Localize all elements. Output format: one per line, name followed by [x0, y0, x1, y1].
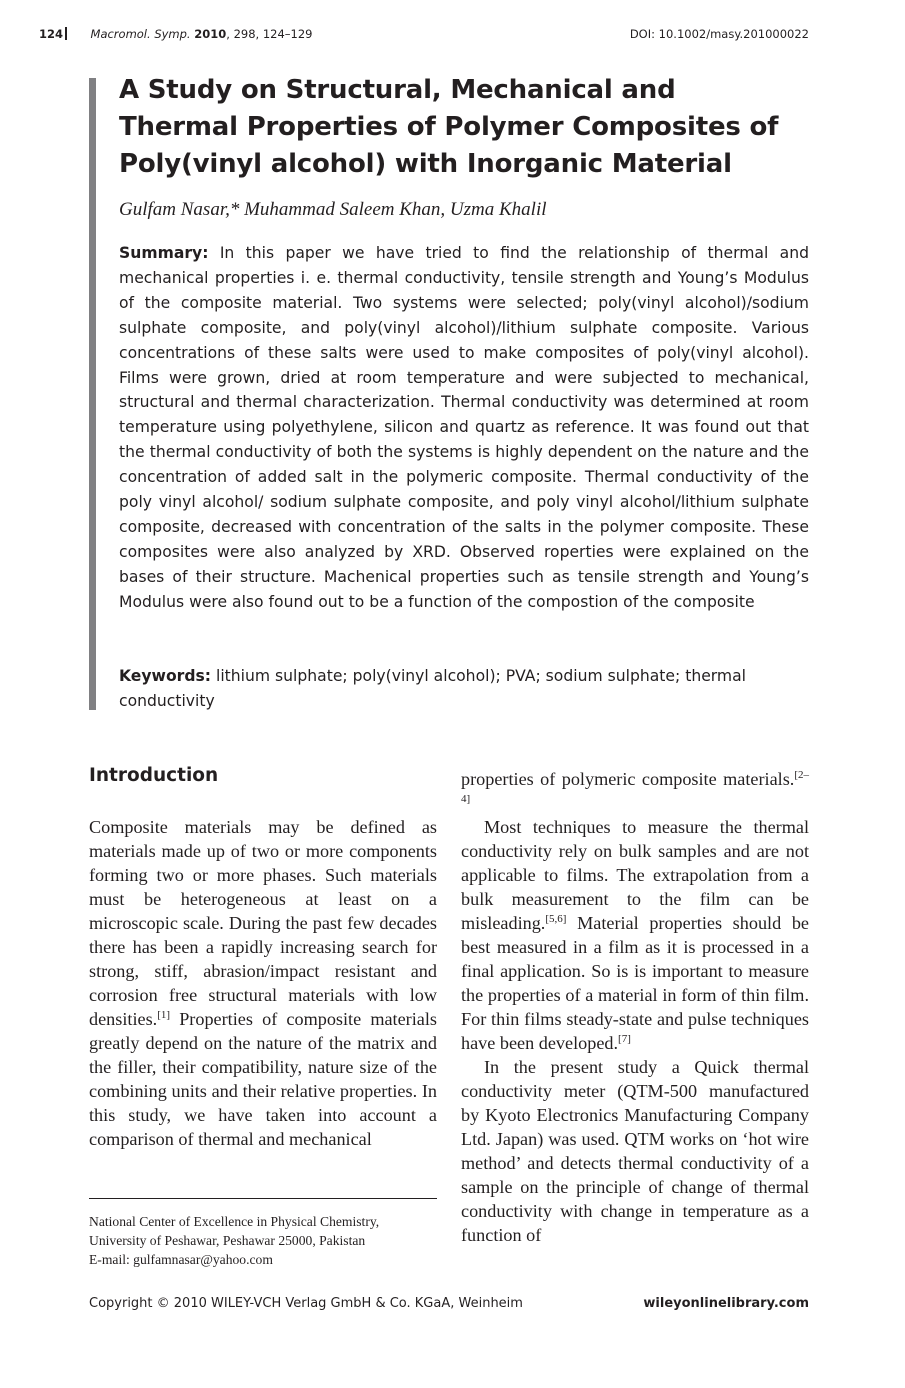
citation-ref: [7] [618, 1033, 631, 1045]
affiliation-line: National Center of Excellence in Physical Chemistry, [89, 1214, 380, 1229]
summary-label: Summary: [119, 244, 209, 262]
keywords-label: Keywords: [119, 667, 212, 685]
affiliation-footnote [89, 1212, 449, 1269]
paragraph-text: properties of polymeric composite materials. [461, 769, 795, 789]
keywords [119, 664, 759, 714]
keywords-text: lithium sulphate; poly(vinyl alcohol); PVA; sodium sulphate; thermal conductivity [119, 667, 747, 710]
paragraph-text: Material properties should be best measured in a film as it is processed in a final application. So is is important to measure the properties of a material in form of thin film. For thin films steady-state and pulse techniques have been developed. [461, 913, 809, 1053]
footnote-rule [89, 1198, 437, 1199]
article-title: A Study on Structural, Mechanical and Thermal Properties of Polymer Composites of Poly(vinyl alcohol) with Inorganic Material [119, 75, 779, 179]
paragraph [461, 815, 809, 1055]
header-divider [65, 27, 67, 40]
summary-text: In this paper we have tried to find the relationship of thermal and mechanical properties i. e. thermal conductivity, tensile strength and Young’s Modulus of the composite material. Two systems were selected; poly(vinyl alcohol)/sodium sulphate composite, and poly(vinyl alcohol)/lithium sulphate composite. Various concentrations of these salts were used to make composites of poly(vinyl alcohol). Films were grown, dried at room temperature and were subjected to mechanical, structural and thermal characterization. Thermal conductivity was determined at room temperature using polyethylene, silicon and quartz as reference. It was found out that the thermal conductivity of both the systems is highly dependent on the nature and the concentration of added salt in the polymeric composite. Thermal conductivity of the poly vinyl alcohol/ sodium sulphate composite, and poly vinyl alcohol/lithium sulphate composite, decreased with concentration of the salts in the polymer composite. These composites were also analyzed by XRD. Observed roperties were explained on the bases of their structure. Machenical properties such as tensile strength and Young’s Modulus were also found out to be a function of the compostion of the composite [119, 244, 809, 611]
copyright-notice: Copyright © 2010 WILEY-VCH Verlag GmbH & Co. KGaA, Weinheim [89, 1296, 523, 1311]
journal-name: Macromol. Symp. [90, 27, 191, 41]
title-block-accent-bar [89, 78, 96, 710]
doi: DOI: 10.1002/masy.201000022 [629, 27, 809, 41]
paragraph-text: Most techniques to measure the thermal conductivity rely on bulk samples and are not applicable to films. The extrapolation from a bulk measurement to the film can be misleading. [461, 817, 809, 933]
paragraph-text: Properties of composite materials greatly depend on the nature of the matrix and the filler, their compatibility, nature size of the combining units and their relative properties. In this study, we have taken into account a comparison of thermal and mechanical [89, 1009, 437, 1149]
author-list: Gulfam Nasar,* Muhammad Saleem Khan, Uzma Khalil [119, 199, 547, 220]
publisher-site: wileyonlinelibrary.com [643, 1296, 809, 1311]
volume-pages: , 298, 124–129 [226, 27, 313, 41]
paragraph-text: Composite materials may be defined as materials made up of two or more components forming two or more phases. Such materials must be heterogeneous at least on a microscopic scale. During the past few decades there has been a rapidly increasing search for strong, stiff, abrasion/impact resistant and corrosion free structural materials with low densities. [89, 817, 437, 1029]
citation-ref: [2–4] [461, 769, 809, 805]
body-column-right [461, 767, 809, 1247]
citation-ref: [5,6] [545, 913, 567, 925]
body-column-left [89, 815, 437, 1151]
page-number: 124 [39, 27, 64, 41]
paragraph [89, 815, 437, 1151]
paragraph: In the present study a Quick thermal conductivity meter (QTM-500 manufactured by Kyoto Electronics Manufacturing Company Ltd. Japan) was used. QTM works on ‘hot wire method’ and detects thermal conductivity of a sample on the principle of change of thermal conductivity with change in temperature as a function of [461, 1057, 809, 1245]
paragraph [461, 767, 809, 815]
running-header [39, 27, 313, 41]
affiliation-line: University of Peshawar, Peshawar 25000, Pakistan [89, 1233, 366, 1248]
section-heading-introduction: Introduction [89, 765, 219, 786]
abstract [119, 241, 809, 615]
contact-email: E-mail: gulfamnasar@yahoo.com [89, 1252, 273, 1267]
citation-ref: [1] [157, 1009, 171, 1021]
journal-year: 2010 [194, 27, 227, 41]
